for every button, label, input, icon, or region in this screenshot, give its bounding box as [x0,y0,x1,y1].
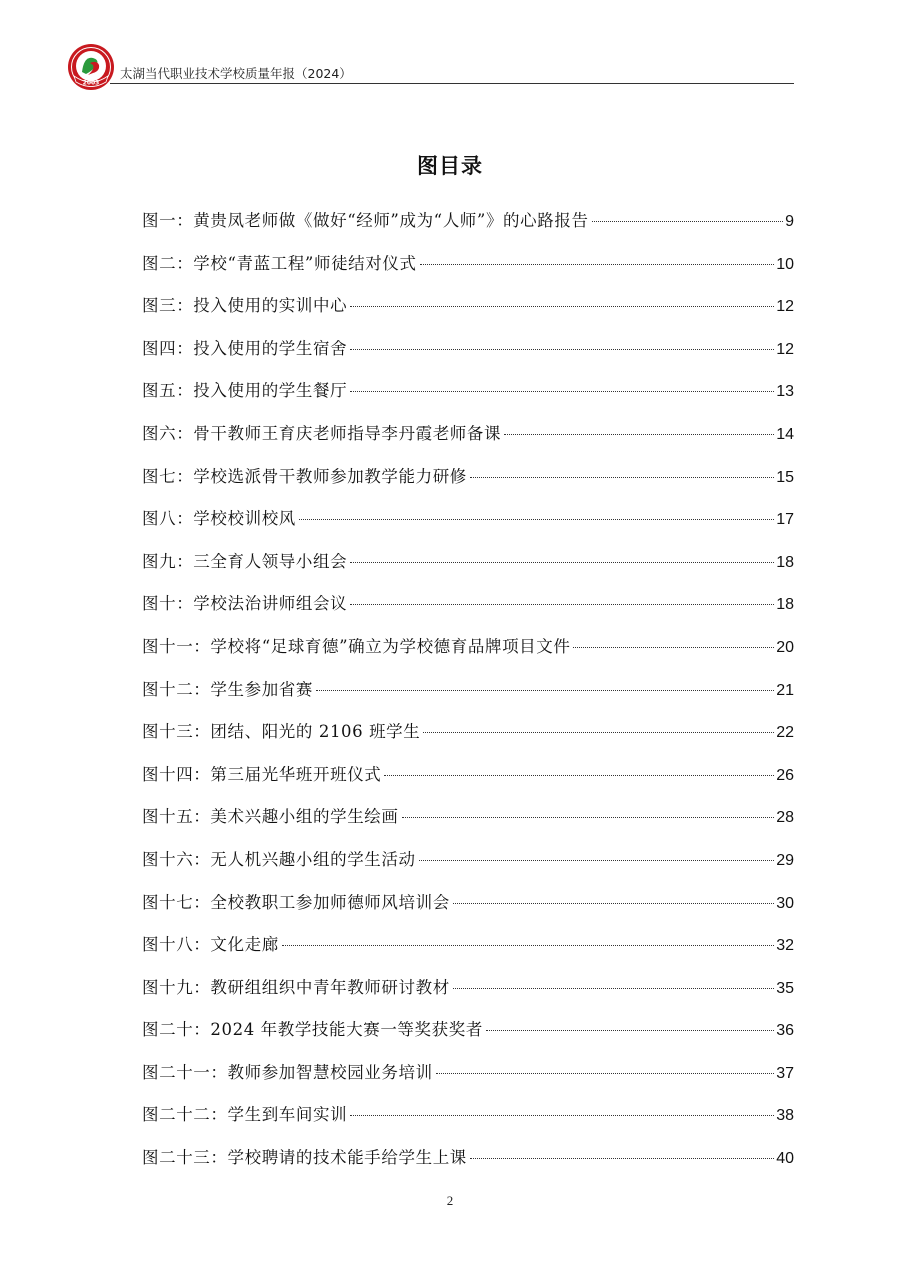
toc-entry[interactable] [142,1137,794,1180]
school-logo-icon [66,42,116,92]
toc-entry-page: 12 [776,340,794,358]
toc-entry-page: 12 [776,298,794,316]
toc-entry-label: 图二十三：学校聘请的技术能手给学生上课 [142,1148,467,1168]
toc-dot-leader [350,391,774,392]
page-header [66,42,794,86]
toc-entry-page: 40 [776,1150,794,1168]
toc-entry[interactable] [142,456,794,499]
toc-entry-label: 图七：学校选派骨干教师参加教学能力研修 [142,466,467,486]
toc-entry[interactable] [142,924,794,967]
toc-entry-label: 图二：学校“青蓝工程”师徒结对仪式 [142,253,417,273]
page-number: 2 [446,1193,454,1208]
toc-entry[interactable] [142,413,794,456]
toc-entry-label: 图二十二：学生到车间实训 [142,1105,348,1125]
toc-entry-page: 18 [776,553,794,571]
toc-entry[interactable] [142,669,794,712]
toc-entry-page: 14 [776,425,794,443]
toc-dot-leader [299,519,774,520]
toc-entry[interactable] [142,626,794,669]
toc-dot-leader [350,349,774,350]
toc-entry[interactable] [142,754,794,797]
toc-dot-leader [402,817,775,818]
page-title: 图目录 [417,154,483,179]
toc-entry-page: 21 [776,681,794,699]
toc-dot-leader [470,1158,774,1159]
toc-entry[interactable] [142,583,794,626]
toc-entry-page: 32 [776,937,794,955]
toc-entry[interactable] [142,1052,794,1095]
toc-entry-label: 图六：骨干教师王育庆老师指导李丹霞老师备课 [142,423,502,443]
toc-entry[interactable] [142,200,794,243]
toc-dot-leader [384,775,774,776]
toc-dot-leader [350,604,774,605]
toc-entry-label: 图五：投入使用的学生餐厅 [142,381,348,401]
toc-entry[interactable] [142,1094,794,1137]
toc-entry-label: 图九：三全育人领导小组会 [142,551,348,571]
toc-entry[interactable] [142,839,794,882]
toc-dot-leader [420,264,775,265]
header-divider [110,83,794,84]
toc-entry-page: 18 [776,596,794,614]
toc-dot-leader [436,1073,775,1074]
toc-entry-page: 13 [776,383,794,401]
toc-entry-label: 图十八：文化走廊 [142,935,279,955]
toc-entry-label: 图十二：学生参加省赛 [142,679,313,699]
toc-entry-label: 图四：投入使用的学生宿舍 [142,338,348,358]
toc-dot-leader [486,1030,774,1031]
toc-entry-label: 图十一：学校将“足球育德”确立为学校德育品牌项目文件 [142,636,571,656]
toc-entry[interactable] [142,796,794,839]
toc-entry-page: 17 [776,511,794,529]
toc-entry[interactable] [142,1009,794,1052]
toc-entry-page: 38 [776,1107,794,1125]
logo-year: 2003 [82,79,100,87]
toc-entry-label: 图八：学校校训校风 [142,509,296,529]
toc-entry-page: 37 [776,1064,794,1082]
toc-dot-leader [592,221,784,222]
toc-entry-page: 20 [776,638,794,656]
toc-dot-leader [350,306,774,307]
toc-entry[interactable] [142,541,794,584]
toc-entry-label: 图一：黄贵凤老师做《做好“经师”成为“人师”》的心路报告 [142,211,589,230]
figure-toc-list [142,200,794,1180]
toc-entry[interactable] [142,243,794,286]
toc-dot-leader [316,690,774,691]
toc-entry-label: 图十四：第三届光华班开班仪式 [142,764,382,784]
toc-dot-leader [470,477,774,478]
toc-entry[interactable] [142,285,794,328]
toc-dot-leader [350,562,774,563]
toc-entry[interactable] [142,711,794,754]
toc-entry-page: 26 [776,766,794,784]
toc-entry[interactable] [142,967,794,1010]
toc-dot-leader [423,732,774,733]
toc-entry[interactable] [142,370,794,413]
header-title: 太湖当代职业技术学校质量年报（2024） [120,66,352,81]
toc-entry-label: 图十五：美术兴趣小组的学生绘画 [142,807,399,827]
toc-entry-label: 图二十：2024 年教学技能大赛一等奖获奖者 [142,1020,483,1040]
toc-entry[interactable] [142,328,794,371]
toc-dot-leader [419,860,775,861]
toc-dot-leader [350,1115,774,1116]
toc-entry-label: 图二十一：教师参加智慧校园业务培训 [142,1062,433,1082]
toc-entry-label: 图十七：全校教职工参加师德师风培训会 [142,892,450,912]
toc-dot-leader [504,434,774,435]
toc-dot-leader [573,647,774,648]
toc-entry-label: 图十九：教研组组织中青年教师研讨教材 [142,977,450,997]
toc-entry-page: 15 [776,468,794,486]
toc-entry-page: 35 [776,979,794,997]
toc-dot-leader [453,988,774,989]
toc-entry-page: 29 [776,851,794,869]
toc-entry-page: 28 [776,809,794,827]
toc-dot-leader [453,903,774,904]
toc-entry-label: 图三：投入使用的实训中心 [142,296,348,316]
toc-entry[interactable] [142,882,794,925]
toc-entry-label: 图十：学校法治讲师组会议 [142,594,348,614]
toc-entry-page: 9 [785,213,794,230]
toc-dot-leader [282,945,774,946]
toc-entry[interactable] [142,498,794,541]
toc-entry-page: 10 [776,255,794,273]
toc-entry-label: 图十六：无人机兴趣小组的学生活动 [142,849,416,869]
toc-entry-page: 22 [776,724,794,742]
toc-entry-label: 图十三：团结、阳光的 2106 班学生 [142,722,421,742]
toc-entry-page: 36 [776,1022,794,1040]
toc-entry-page: 30 [776,894,794,912]
